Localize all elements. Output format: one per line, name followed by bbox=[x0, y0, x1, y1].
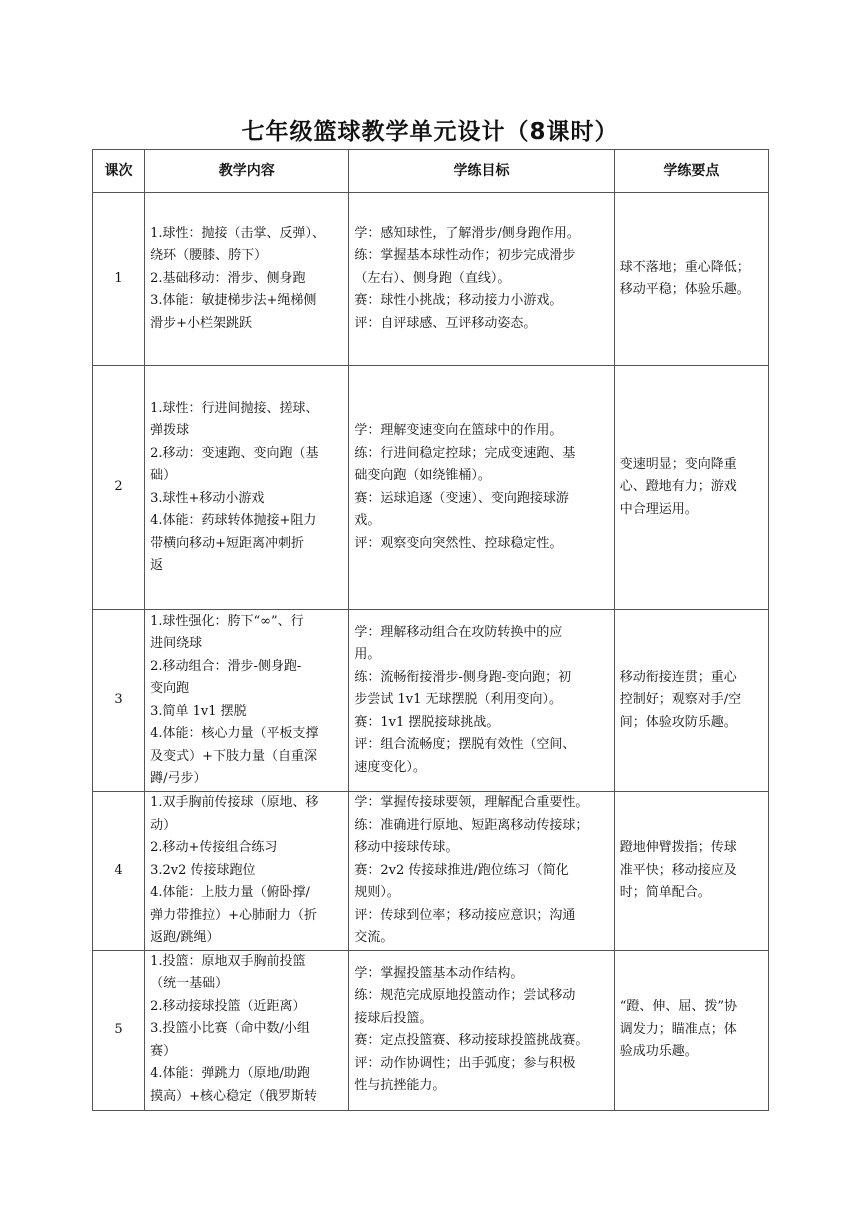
lesson-goals-line: 评：组合流畅度；摆脱有效性（空间、 bbox=[354, 737, 576, 753]
lesson-content-line: 3.球性+移动小游戏 bbox=[150, 490, 265, 506]
lesson-content-line: 4.体能：上肢力量（俯卧撑/ bbox=[150, 885, 310, 900]
lesson-goals-line: 赛：球性小挑战；移动接力小游戏。 bbox=[354, 293, 563, 309]
table-row bbox=[93, 366, 769, 610]
lesson-goals bbox=[349, 366, 614, 610]
table-row bbox=[93, 792, 769, 951]
lesson-content-line: 1.双手胸前传接球（原地、移 bbox=[150, 795, 319, 810]
lesson-number: 1 bbox=[93, 193, 145, 366]
lesson-content-line: 1.投篮：原地双手胸前投篮 bbox=[150, 953, 306, 969]
lesson-goals-line: 练：掌握基本球性动作；初步完成滑步 bbox=[354, 248, 576, 264]
lesson-points-line: 调发力；瞄准点；体 bbox=[619, 1021, 737, 1037]
lesson-goals-line: 性与抗挫能力。 bbox=[354, 1078, 446, 1093]
lesson-goals-line: 赛：2v2 传接球推进/跑位练习（简化 bbox=[354, 862, 569, 878]
lesson-points-line: 移动平稳；体验乐趣。 bbox=[619, 282, 750, 297]
lesson-goals-line: 练：准确进行原地、短距离移动传接球； bbox=[354, 817, 589, 833]
lesson-goals-line: 交流。 bbox=[354, 930, 394, 945]
lesson-goals-line: 赛：运球追逐（变速）、变向跑接球游 bbox=[354, 490, 569, 506]
lesson-points-line: 心、蹬地有力；游戏 bbox=[619, 479, 737, 495]
lesson-goals bbox=[349, 193, 614, 366]
lesson-goals-line: 规则）。 bbox=[354, 885, 400, 900]
lesson-goals-line: 练：流畅衔接滑步-侧身跑-变向跑；初 bbox=[354, 669, 572, 685]
lesson-goals-line: 接球后投篮。 bbox=[354, 1010, 433, 1026]
lesson-content-line: 及变式）+下肢力量（自重深 bbox=[150, 748, 317, 764]
table-row bbox=[93, 950, 769, 1110]
lesson-content-line: 返跑/跳绳） bbox=[150, 930, 220, 945]
lesson-content-line: 1.球性强化：胯下“∞”、行 bbox=[150, 613, 304, 629]
lesson-number: 4 bbox=[93, 792, 145, 951]
lesson-content bbox=[145, 193, 349, 366]
lesson-content-line: 蹲/弓步） bbox=[150, 771, 207, 786]
lesson-points-line: 中合理运用。 bbox=[619, 501, 698, 517]
lesson-number: 2 bbox=[93, 366, 145, 610]
lesson-goals-line: 评：传球到位率；移动接应意识；沟通 bbox=[354, 907, 576, 923]
lesson-points bbox=[614, 193, 768, 366]
lesson-goals-line: 础变向跑（如绕锥桶）。 bbox=[354, 468, 491, 483]
lesson-content bbox=[145, 366, 349, 610]
lesson-content-line: 4.体能：药球转体抛接+阻力 bbox=[150, 513, 317, 528]
lesson-content bbox=[145, 792, 349, 951]
lesson-content-line: 带横向移动+短距离冲刺折 bbox=[150, 535, 304, 551]
lesson-content-line: 弹拨球 bbox=[150, 423, 190, 438]
lesson-content-line: 摸高）+核心稳定（俄罗斯转 bbox=[150, 1088, 317, 1104]
lesson-content-line: 2.基础移动：滑步、侧身跑 bbox=[150, 270, 306, 286]
lesson-points bbox=[614, 792, 768, 951]
lesson-goals-line: 戏。 bbox=[354, 513, 381, 528]
lesson-points-line: 准平快；移动接应及 bbox=[619, 862, 737, 878]
lesson-points-line: 球不落地；重心降低； bbox=[619, 259, 750, 275]
lesson-goals-line: 赛：定点投篮赛、移动接球投篮挑战赛。 bbox=[354, 1033, 589, 1048]
lesson-goals-line: 学：理解移动组合在攻防转换中的应 bbox=[354, 624, 563, 640]
lesson-number: 3 bbox=[93, 610, 145, 792]
lesson-content-line: 础） bbox=[150, 468, 177, 483]
header-lesson: 课次 bbox=[93, 150, 145, 193]
table-row bbox=[93, 193, 769, 366]
document-title: 七年级篮球教学单元设计（8课时） bbox=[241, 119, 619, 145]
lesson-goals-line: 学：理解变速变向在篮球中的作用。 bbox=[354, 423, 563, 438]
lesson-goals-line: 练：行进间稳定控球；完成变速跑、基 bbox=[354, 445, 576, 461]
lesson-points-line: 蹬地伸臂拨指；传球 bbox=[619, 840, 737, 855]
lesson-content-line: 变向跑 bbox=[150, 681, 190, 696]
lesson-content-line: 动） bbox=[150, 817, 177, 833]
lesson-content-line: 1.球性：抛接（击掌、反弹）、 bbox=[150, 225, 325, 241]
lesson-content-line: 2.移动：变速跑、变向跑（基 bbox=[150, 445, 319, 461]
lesson-content-line: 1.球性：行进间抛接、搓球、 bbox=[150, 400, 319, 416]
header-goals: 学练目标 bbox=[349, 150, 614, 193]
lesson-points-line: 控制好；观察对手/空 bbox=[619, 692, 742, 708]
lesson-content-line: 3.2v2 传接球跑位 bbox=[150, 862, 256, 878]
lesson-content-line: 3.体能：敏捷梯步法+绳梯侧 bbox=[150, 293, 317, 309]
lesson-content-line: 弹力带推拉）+心肺耐力（折 bbox=[150, 907, 317, 923]
lesson-points-line: 变速明显；变向降重 bbox=[619, 456, 737, 472]
lesson-points-line: 间；体验攻防乐趣。 bbox=[619, 714, 737, 730]
table-header-row bbox=[93, 150, 769, 193]
lesson-points-line: 验成功乐趣。 bbox=[619, 1044, 698, 1060]
lesson-goals-line: 移动中接球传球。 bbox=[354, 840, 459, 855]
lesson-goals-line: 赛：1v1 摆脱接球挑战。 bbox=[354, 714, 500, 730]
lesson-goals-line: 评：动作协调性；出手弧度；参与积极 bbox=[354, 1055, 576, 1071]
lesson-plan-table bbox=[92, 149, 769, 1111]
lesson-content-line: 进间绕球 bbox=[150, 636, 203, 651]
lesson-goals-line: （左右）、侧身跑（直线）。 bbox=[354, 270, 511, 286]
lesson-points-line: “蹬、伸、屈、拨”协 bbox=[619, 999, 738, 1015]
lesson-content-line: 绕环（腰膝、胯下） bbox=[150, 248, 268, 264]
lesson-goals-line: 学：掌握投篮基本动作结构。 bbox=[354, 965, 524, 981]
lesson-content-line: 4.体能：核心力量（平板支撑 bbox=[150, 726, 319, 741]
lesson-goals-line: 练：规范完成原地投篮动作；尝试移动 bbox=[354, 988, 576, 1003]
lesson-content-line: 2.移动接球投篮（近距离） bbox=[150, 998, 306, 1014]
lesson-points bbox=[614, 366, 768, 610]
lesson-goals-line: 评：观察变向突然性、控球稳定性。 bbox=[354, 535, 563, 551]
lesson-points bbox=[614, 950, 768, 1110]
lesson-content-line: 2.移动+传接组合练习 bbox=[150, 840, 278, 855]
lesson-content-line: 返 bbox=[150, 558, 164, 573]
table-row bbox=[93, 610, 769, 792]
lesson-content-line: 赛） bbox=[150, 1043, 177, 1059]
lesson-content-line: 4.体能：弹跳力（原地/助跑 bbox=[150, 1066, 310, 1081]
lesson-points-line: 移动衔接连贯；重心 bbox=[619, 669, 737, 685]
lesson-goals bbox=[349, 950, 614, 1110]
lesson-content-line: 3.投篮小比赛（命中数/小组 bbox=[150, 1021, 310, 1036]
lesson-content-line: 滑步+小栏架跳跃 bbox=[150, 315, 252, 331]
header-points: 学练要点 bbox=[614, 150, 768, 193]
lesson-content bbox=[145, 610, 349, 792]
lesson-points-line: 时；简单配合。 bbox=[619, 885, 711, 900]
lesson-content-line: 3.简单 1v1 摆脱 bbox=[150, 703, 247, 719]
lesson-goals-line: 评：自评球感、互评移动姿态。 bbox=[354, 315, 537, 331]
lesson-goals-line: 步尝试 1v1 无球摆脱（利用变向）。 bbox=[354, 692, 563, 708]
lesson-points bbox=[614, 610, 768, 792]
lesson-content-line: 2.移动组合：滑步-侧身跑- bbox=[150, 658, 302, 674]
lesson-number: 5 bbox=[93, 950, 145, 1110]
lesson-goals-line: 速度变化）。 bbox=[354, 759, 426, 775]
header-content: 教学内容 bbox=[145, 150, 349, 193]
lesson-goals bbox=[349, 792, 614, 951]
lesson-content bbox=[145, 950, 349, 1110]
lesson-goals-line: 学：掌握传接球要领，理解配合重要性。 bbox=[354, 795, 589, 810]
lesson-goals-line: 学：感知球性，了解滑步/侧身跑作用。 bbox=[354, 225, 580, 241]
lesson-content-line: （统一基础） bbox=[150, 976, 229, 991]
lesson-goals-line: 用。 bbox=[354, 647, 381, 663]
lesson-goals bbox=[349, 610, 614, 792]
